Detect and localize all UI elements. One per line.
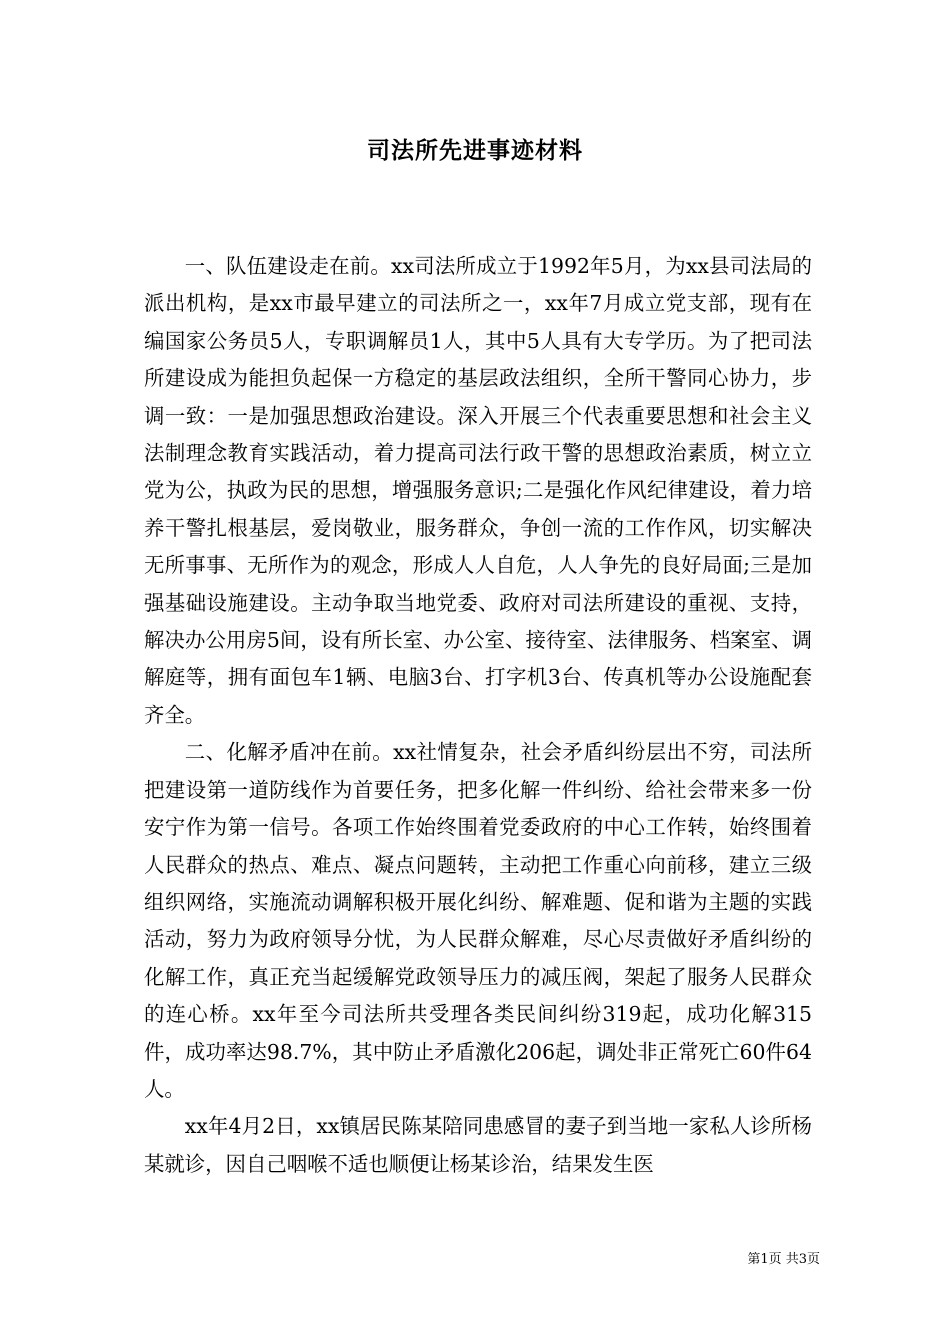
paragraph-1: 一、队伍建设走在前。xx司法所成立于1992年5月，为xx县司法局的派出机构，是xx市最早建立的司法所之一，xx年7月成立党支部，现有在编国家公务员5人，专职调解员1人，其中5人具有大专学历。为了把司法所建设成为能担负起保一方稳定的基层政法组织，全所干警同心协力，步调一致：一是加强思想政治建设。深入开展三个代表重要思想和社会主义法制理念教育实践活动，着力提高司法行政干警的思想政治素质，树立立党为公，执政为民的思想，增强服务意识;二是强化作风纪律建设，着力培养干警扎根基层，爱岗敬业，服务群众，争创一流的工作作风，切实解决无所事事、无所作为的观念，形成人人自危，人人争先的良好局面;三是加强基础设施建设。主动争取当地党委、政府对司法所建设的重视、支持，解决办公用房5间，设有所长室、办公室、接待室、法律服务、档案室、调解庭等，拥有面包车1辆、电脑3台、打字机3台、传真机等办公设施配套齐全。 — [144, 254, 812, 727]
document-title: 司法所先进事迹材料 — [367, 137, 583, 164]
paragraph-3: xx年4月2日，xx镇居民陈某陪同患感冒的妻子到当地一家私人诊所杨某就诊，因自己咽喉不适也顺便让杨某诊治，结果发生医 — [144, 1114, 812, 1176]
document-body — [144, 248, 812, 1183]
page-number: 第1页 共3页 — [747, 1252, 820, 1267]
paragraph-2: 二、化解矛盾冲在前。xx社情复杂，社会矛盾纠纷层出不穷，司法所把建设第一道防线作为首要任务，把多化解一件纠纷、给社会带来多一份安宁作为第一信号。各项工作始终围着党委政府的中心工作转，始终围着人民群众的热点、难点、凝点问题转，主动把工作重心向前移，建立三级组织网络，实施流动调解积极开展化纠纷、解难题、促和谐为主题的实践活动，努力为政府领导分忧，为人民群众解难，尽心尽责做好矛盾纠纷的化解工作，真正充当起缓解党政领导压力的减压阀，架起了服务人民群众的连心桥。xx年至今司法所共受理各类民间纠纷319起，成功化解315件，成功率达98.7%，其中防止矛盾激化206起，调处非正常死亡60件64人。 — [144, 740, 812, 1101]
